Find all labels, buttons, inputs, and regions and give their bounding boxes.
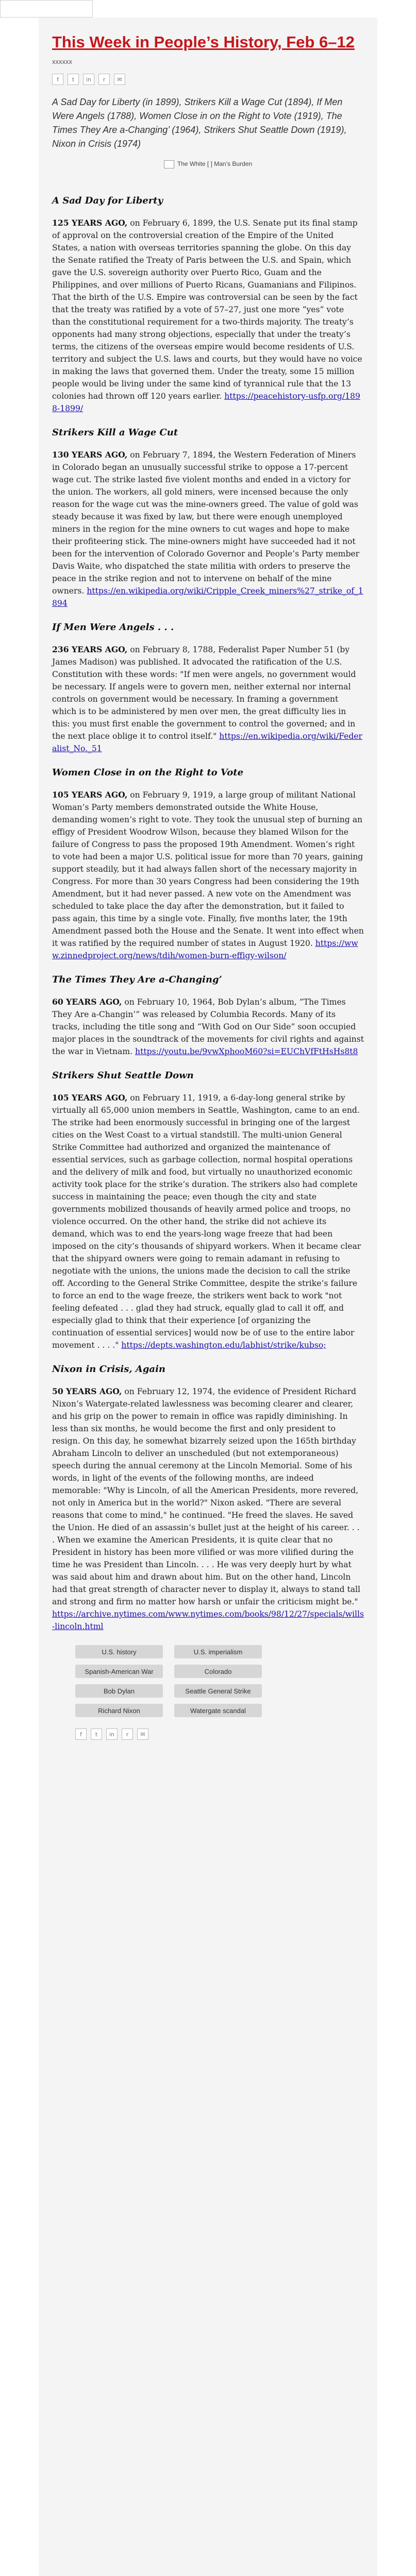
- article-text: on February 6, 1899, the U.S. Senate put its final stamp of approval on the controversial creation of the Empire of the United States, a nation with overseas territories spanning the globe. On this day the Senate ratified the Treaty of Paris between the U.S. and Spain, which gave the U.S. sovereign authority over Puerto Rico, Guam and the Philippines, and over millions of Puerto Ricans, Guamanians and Filipinos. That the birth of the U.S. Empire was controversial can be seen by the fact that the treaty was ratified by a vote of 57–27, just one more “yes” vote than the constitutional requirement for a two-thirds majority. The treaty’s opponents had many strong objections, especially that under the treaty’s terms, the citizens of the overseas empire would become residents of U.S. territory and subject the U.S. laws and courts, but they would have no voice in making the laws that governed them. Under the treaty, some 15 million people would be living under the same kind of tyrannical rule that the 13 colonies had thrown off 120 years earlier.: [52, 218, 362, 401]
- tag-button[interactable]: Spanish-American War: [75, 1665, 163, 1678]
- article-link[interactable]: https://en.wikipedia.org/wiki/Federalist_No._51: [52, 732, 363, 753]
- hero-image: [52, 160, 364, 168]
- tag-button[interactable]: U.S. history: [75, 1645, 163, 1658]
- newsletter-card: [39, 18, 377, 2576]
- article-link[interactable]: https://archive.nytimes.com/www.nytimes.com/books/98/12/27/specials/wills-lincoln.html: [52, 1609, 364, 1631]
- article-lead: 105 YEARS AGO,: [52, 1093, 128, 1103]
- article-heading: The Times They Are a-Changing’: [52, 974, 222, 985]
- article-text: on February 8, 1788, Federalist Paper Number 51 (by James Madison) was published. It advocated the ratification of the U.S. Constitution with these words: "If men were angels, no government would be necessary. If angels were to govern men, neither external nor internal controls on government would be necessary. In framing a government which is to be administered by men over men, the great difficulty lies in this: you must first enable the government to control the governed; and in the next place oblige it to control itself.": [52, 645, 356, 741]
- article-text: on February 11, 1919, a 6-day-long general strike by virtually all 65,000 union members in Seattle, Washington, came to an end. The strike had been enormously successful in bringing one of the largest cities on the West Coast to a virtual standstill. The multi-union General Strike Committee had authorized and organized the maintenance of essential services, such as garbage collection, normal hospital operations and the delivery of milk and food, but virtually no unauthorized economic activity took place for the strike’s duration. The strikers also had complete success in maintaining the peace; even though the city and state governments mobilized thousands of heavily armed police and troops, no violence occurred. On the other hand, the strike did not achieve its demand, which was to end the years-long wage freeze that had been imposed on the city’s thousands of shipyard workers. When it became clear that the shipyard owners were going to remain adamant in refusing to negotiate with the unions, the unions made the decision to call the strike off. According to the General Strike Committee, despite the strike’s failure to force an end to the wage freeze, the strikers went back to work "not feeling defeated . . . glad they had struck, equally glad to call it off, and especially glad to think that their experience [of organizing the continuation of essential services] would now be of use to the entire labor movement . . . .": [52, 1093, 361, 1350]
- hero-alt-text: The White [ ] Man’s Burden: [177, 160, 253, 168]
- article-link[interactable]: https://depts.washington.edu/labhist/strike/kubso;: [121, 1341, 326, 1350]
- tag-button[interactable]: Seattle General Strike: [174, 1684, 262, 1698]
- article-link[interactable]: https://peacehistory-usfp.org/1898-1899/: [52, 392, 360, 413]
- article: [52, 1363, 364, 1633]
- article-body: [52, 643, 364, 755]
- page-title[interactable]: This Week in People’s History, Feb 6–12: [52, 33, 355, 51]
- article-list: [52, 194, 364, 1633]
- tag-button[interactable]: Richard Nixon: [75, 1704, 163, 1717]
- tag-list: [75, 1645, 364, 1717]
- article-heading: If Men Were Angels . . .: [52, 622, 174, 633]
- article-lead: 105 YEARS AGO,: [52, 790, 128, 800]
- article-heading: A Sad Day for Liberty: [52, 195, 163, 206]
- tag-button[interactable]: Watergate scandal: [174, 1704, 262, 1717]
- article-lead: 60 YEARS AGO,: [52, 997, 122, 1007]
- reddit-icon[interactable]: r: [122, 1728, 133, 1740]
- article: [52, 766, 364, 962]
- email-icon[interactable]: ✉: [137, 1728, 148, 1740]
- facebook-icon[interactable]: f: [52, 74, 63, 85]
- article: [52, 1069, 364, 1351]
- image-icon: [164, 160, 174, 168]
- email-icon[interactable]: ✉: [114, 74, 125, 85]
- article: [52, 194, 364, 415]
- byline: xxxxxx: [52, 58, 72, 65]
- article-text: on February 7, 1894, the Western Federation of Miners in Colorado began an unusually successful strike to oppose a 17-percent wage cut. The strike lasted five violent months and ended in a victory for the union. The workers, all gold miners, were incensed because the only reason for the wage cut was the mine-owners greed. The value of gold was steady because it was fixed by law, but there were enough unemployed miners in the region for the mine owners to cut wages and hope to make their profiteering stick. The mine-owners might have succeeded had it not been for the intervention of Colorado Governor and People’s Party member Davis Waite, who dispatched the state militia with orders to preserve the peace in the strike region and not to intervene on behalf of the mine owners.: [52, 450, 360, 596]
- tag-button[interactable]: Bob Dylan: [75, 1684, 163, 1698]
- article-lead: 125 YEARS AGO,: [52, 218, 128, 228]
- article-heading: Women Close in on the Right to Vote: [52, 767, 244, 778]
- article-text: on February 12, 1974, the evidence of President Richard Nixon’s Watergate-related lawlessness was becoming clearer and clearer, and his grip on the power to remain in office was rapidly diminishing. In less than six months, he would become the first and only president to resign. On this day, he somewhat bizarrely seized upon the 165th birthday Abraham Lincoln to deliver an unscheduled (but not extemporaneous) speech during the annual ceremony at the Lincoln Memorial. Some of his words, in light of the events of the following months, are indeed memorable: "Why is Lincoln, of all the American Presidents, more revered, not only in America but in the world?" Nixon asked. "There are several reasons that come to mind," he continued. "He freed the slaves. He saved the Union. He died of an assassin’s bullet just at the height of his career. . . . When we examine the American Presidents, it is quite clear that no President in history has been more vilified or was more vilified during the time he was President than Lincoln. . . . He was very deeply hurt by what was said about him and drawn about him. But on the other hand, Lincoln had that great strength of character never to display it, always to stand tall and strong and firm no matter how harsh or unfair the criticism might be.": [52, 1387, 361, 1606]
- reddit-icon[interactable]: r: [98, 74, 110, 85]
- linkedin-icon[interactable]: in: [83, 74, 94, 85]
- article: [52, 973, 364, 1058]
- share-row-top: [52, 74, 364, 85]
- article-lead: 50 YEARS AGO,: [52, 1386, 122, 1396]
- article-body: [52, 996, 364, 1058]
- article-text: on February 9, 1919, a large group of militant National Woman’s Party members demonstrated outside the White House, demanding women’s right to vote. They took the unusual step of burning an effigy of President Woodrow Wilson, because they blamed Wilson for the failure of Congress to pass the proposed 19th Amendment. Women’s right to vote had been a major U.S. political issue for more than 70 years, gaining support steadily, but it had always fallen short of the necessary majority in Congress. For more than 30 years Congress had been considering the 19th Amendment, but it had never passed. A new vote on the Amendment was scheduled to take place the day after the demonstration, but it failed to pass again, this time by a single vote. Finally, five months later, the 19th Amendment passed both the House and the Senate. It went into effect when it was ratified by the required number of states in August 1920.: [52, 790, 364, 948]
- article-text: on February 10, 1964, Bob Dylan’s album, “The Times They Are a-Changin’” was released by Columbia Records. Many of its tracks, including the title song and “With God on Our Side” soon occupied major places in the soundtrack of the movements for civil rights and against the war in Vietnam.: [52, 997, 364, 1056]
- twitter-icon[interactable]: t: [91, 1728, 102, 1740]
- article: [52, 426, 364, 609]
- article-lead: 130 YEARS AGO,: [52, 450, 128, 460]
- article-link[interactable]: https://en.wikipedia.org/wiki/Cripple_Creek_miners%27_strike_of_1894: [52, 586, 363, 608]
- article-body: [52, 1385, 364, 1633]
- linkedin-icon[interactable]: in: [106, 1728, 118, 1740]
- browser-placeholder-box: [0, 0, 93, 18]
- article: [52, 621, 364, 755]
- article-body: [52, 1092, 364, 1351]
- article-heading: Strikers Kill a Wage Cut: [52, 427, 178, 438]
- twitter-icon[interactable]: t: [68, 74, 79, 85]
- article-heading: Nixon in Crisis, Again: [52, 1364, 165, 1375]
- article-heading: Strikers Shut Seattle Down: [52, 1070, 194, 1081]
- tag-button[interactable]: U.S. imperialism: [174, 1645, 262, 1658]
- article-link[interactable]: https://youtu.be/9vwXphooM60?si=EUChVfFtHsHs8t8: [135, 1047, 358, 1056]
- article-body: [52, 217, 364, 415]
- tag-button[interactable]: Colorado: [174, 1665, 262, 1678]
- summary: A Sad Day for Liberty (in 1899), Strikers Kill a Wage Cut (1894), If Men Were Angels (1788), Women Close in on the Right to Vote (1919), The Times They Are a-Changing’ (1964), Strikers Shut Seattle Down (1919), Nixon in Crisis (1974): [52, 97, 347, 149]
- article-body: [52, 789, 364, 962]
- share-row-bottom: [75, 1728, 364, 1740]
- facebook-icon[interactable]: f: [75, 1728, 87, 1740]
- article-body: [52, 449, 364, 609]
- article-link[interactable]: https://www.zinnedproject.org/news/tdih/women-burn-effigy-wilson/: [52, 939, 358, 960]
- article-lead: 236 YEARS AGO,: [52, 645, 128, 654]
